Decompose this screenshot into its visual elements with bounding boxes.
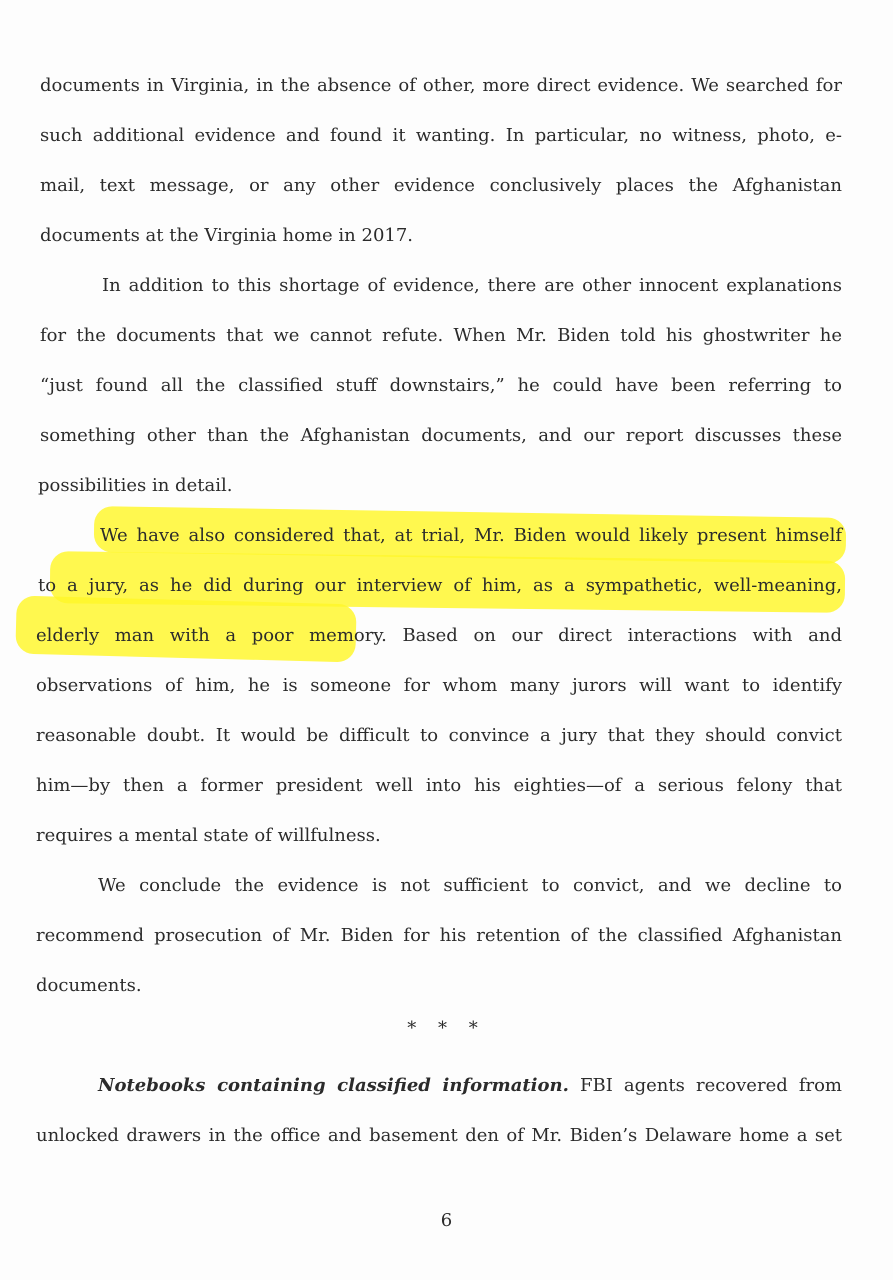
p5-line-2: unlocked drawers in the office and basement den of Mr. Biden’s Delaware home a set <box>36 1125 842 1146</box>
p2-line-3: “just found all the classified stuff downstairs,” he could have been referring to <box>40 375 842 396</box>
p3-line-2: to a jury, as he did during our interview of him, as a sympathetic, well-meaning, <box>38 575 842 596</box>
p4-line-3: documents. <box>36 975 142 996</box>
page-number: 6 <box>440 1210 453 1231</box>
p2-line-2: for the documents that we cannot refute. When Mr. Biden told his ghostwriter he <box>40 325 842 346</box>
p1-line-3: mail, text message, or any other evidence conclusively places the Afghanistan <box>40 175 842 196</box>
p3-line-5: reasonable doubt. It would be difficult to convince a jury that they should convict <box>36 725 842 746</box>
section-separator: * * * <box>407 1018 486 1039</box>
p4-line-2: recommend prosecution of Mr. Biden for his retention of the classified Afghanistan <box>36 925 842 946</box>
p3-line-3: elderly man with a poor memory. Based on our direct interactions with and <box>36 625 842 646</box>
p2-line-1: In addition to this shortage of evidence, there are other innocent explanations <box>102 275 842 296</box>
p2-line-4: something other than the Afghanistan documents, and our report discusses these <box>40 425 842 446</box>
p3-line-4: observations of him, he is someone for whom many jurors will want to identify <box>36 675 842 696</box>
section-heading: Notebooks containing classified information. <box>98 1075 569 1096</box>
p3-line-7: requires a mental state of willfulness. <box>36 825 381 846</box>
p5-line-1-text: FBI agents recovered from <box>568 1075 843 1096</box>
p3-line-1: We have also considered that, at trial, Mr. Biden would likely present himself <box>100 525 842 546</box>
p4-line-1: We conclude the evidence is not sufficient to convict, and we decline to <box>98 875 842 896</box>
p1-line-1: documents in Virginia, in the absence of other, more direct evidence. We searched for <box>40 75 842 96</box>
p2-line-5: possibilities in detail. <box>38 475 233 496</box>
p1-line-2: such additional evidence and found it wanting. In particular, no witness, photo, e- <box>40 125 842 146</box>
p1-line-4: documents at the Virginia home in 2017. <box>40 225 414 246</box>
p3-line-6: him—by then a former president well into his eighties—of a serious felony that <box>36 775 842 796</box>
p5-line-1 <box>98 1074 842 1098</box>
